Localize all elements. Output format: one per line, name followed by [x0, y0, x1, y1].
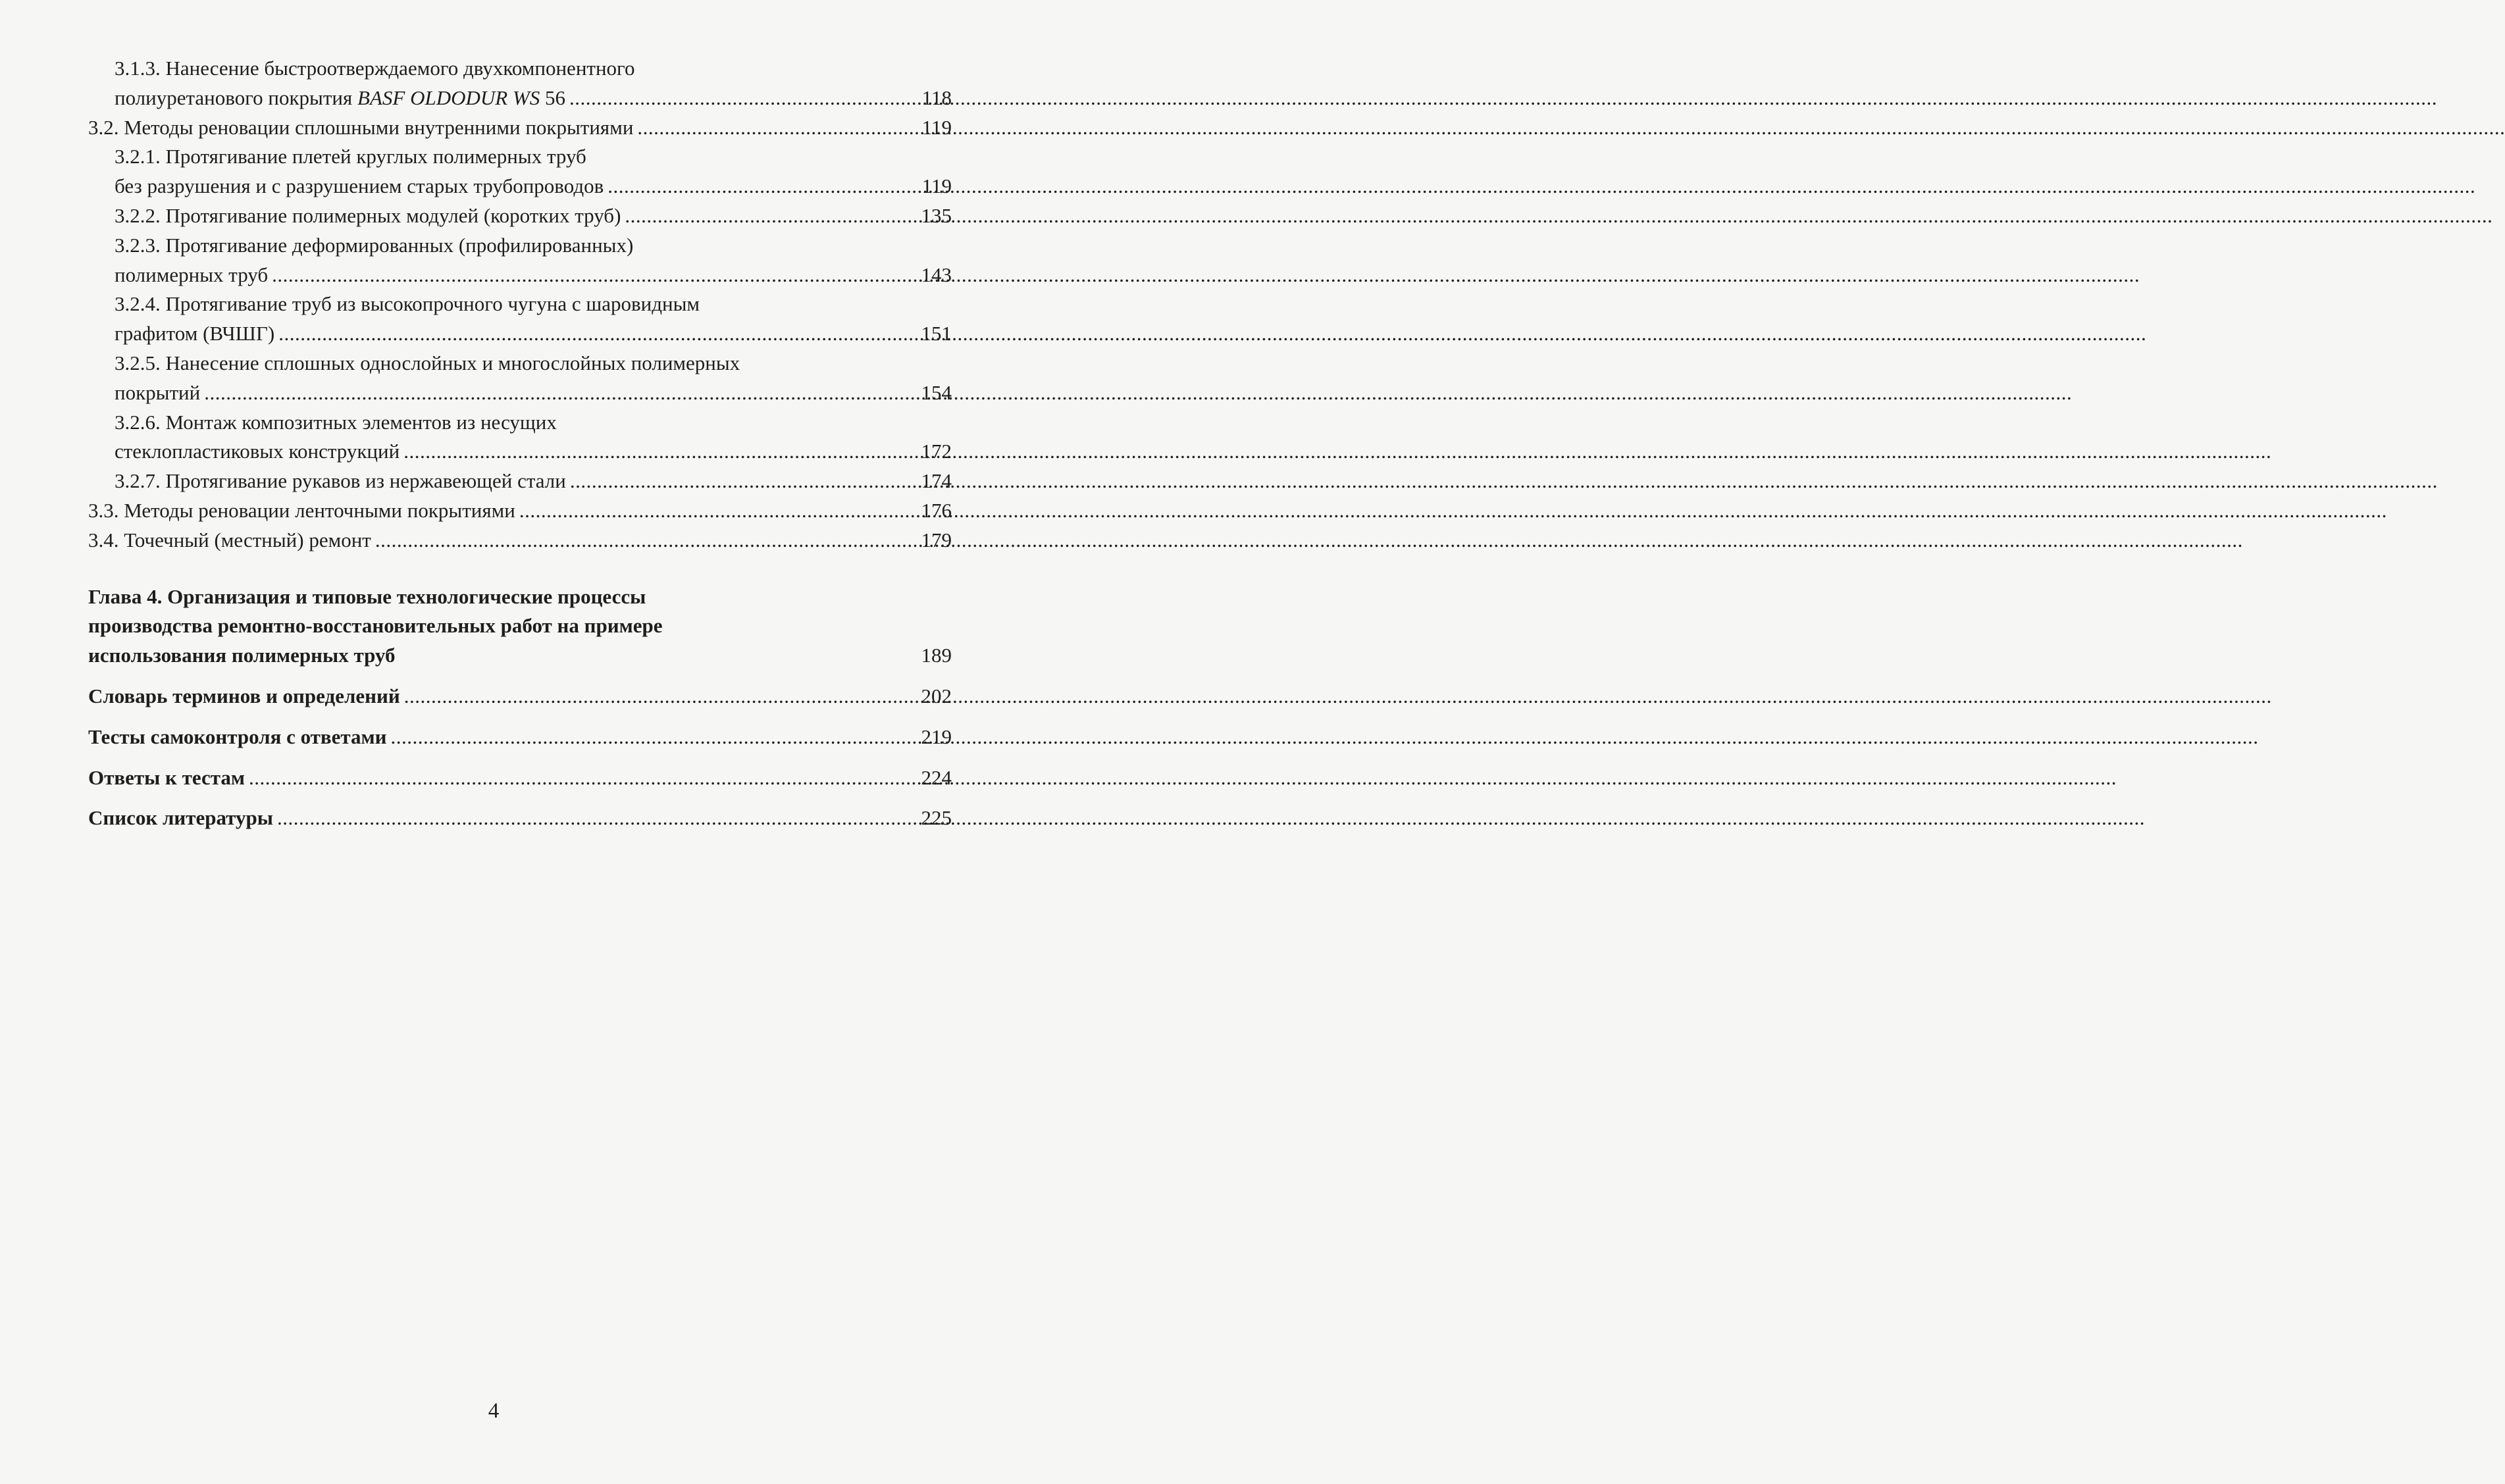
toc-entry-title: Тесты самоконтроля с ответами	[88, 725, 387, 748]
toc-entry-title-line: 3.2.1. Протягивание плетей круглых полимерных труб	[115, 145, 586, 168]
toc-entry-title: без разрушения и с разрушением старых трубопроводов	[115, 174, 604, 198]
toc-page-number: 119	[921, 115, 952, 139]
toc-entry-3-2	[88, 113, 952, 143]
toc-entry-references	[88, 804, 952, 833]
toc-entry-title-line: 3.2.6. Монтаж композитных элементов из несущих	[115, 410, 557, 434]
toc-entry-3-3	[88, 496, 952, 526]
toc-page-number: 118	[921, 86, 952, 109]
toc-entry-chapter-4	[88, 582, 952, 671]
spacer	[88, 671, 952, 682]
toc-entry-title-line: 3.2.4. Протягивание труб из высокопрочного чугуна с шаровидным	[115, 292, 700, 316]
dot-leader	[277, 804, 919, 833]
dot-leader	[570, 467, 919, 496]
toc-entry-3-1-3	[88, 54, 952, 113]
toc-entry-title-line: 3.2.5. Нанесение сплошных однослойных и многослойных полимерных	[115, 351, 740, 374]
dot-leader	[607, 172, 919, 201]
dot-leader	[403, 437, 918, 467]
spacer	[88, 752, 952, 763]
toc-entry-title-prefix: полиуретанового покрытия	[115, 86, 358, 109]
toc-entry-title: стеклопластиковых конструкций	[115, 440, 400, 463]
toc-entry-title-line: производства ремонтно-восстановительных работ на примере	[88, 614, 663, 638]
page-number: 4	[488, 1399, 500, 1423]
toc-entry-title: 3.2. Методы реновации сплошными внутренними покрытиями	[88, 115, 634, 139]
toc-entry-3-2-3	[88, 231, 952, 290]
toc-entry-title: Ответы к тестам	[88, 765, 245, 789]
toc-entry-title-suffix: 56	[540, 86, 566, 109]
dot-leader	[204, 378, 918, 408]
dot-leader	[519, 496, 919, 526]
toc-entry-title: полимерных труб	[115, 263, 269, 286]
spacer	[88, 555, 952, 582]
toc-entry-title: 3.4. Точечный (местный) ремонт	[88, 528, 371, 551]
toc-entry-title: Словарь терминов и определений	[88, 684, 400, 707]
toc-entry-title-line: Глава 4. Организация и типовые технологические процессы	[88, 584, 646, 608]
toc-entry-title: 3.2.7. Протягивание рукавов из нержавеющей стали	[115, 469, 566, 493]
toc-entry-title: покрытий	[115, 380, 201, 404]
toc-page-number: 174	[921, 469, 952, 493]
toc-entry-tests	[88, 723, 952, 752]
toc-page-number: 176	[921, 498, 952, 522]
toc-entry-title-italic: BASF OLDODUR WS	[357, 86, 540, 109]
toc-entry-3-2-5	[88, 349, 952, 408]
toc-page-number: 189	[921, 644, 952, 667]
toc-entry-title: графитом (ВЧШГ)	[115, 322, 275, 345]
toc-entry-3-2-2	[88, 201, 952, 231]
toc-entry-3-4	[88, 526, 952, 555]
toc-entry-3-2-7	[88, 467, 952, 496]
dot-leader	[249, 763, 919, 793]
toc-page-number: 219	[921, 725, 952, 748]
toc-entry-title: 3.2.2. Протягивание полимерных модулей (коротких труб)	[115, 203, 621, 227]
toc-entry-title-line: 3.2.3. Протягивание деформированных (профилированных)	[115, 233, 634, 257]
spacer	[88, 711, 952, 723]
toc-page-number: 202	[921, 684, 952, 707]
dot-leader	[569, 84, 919, 113]
toc-page-number: 224	[921, 765, 952, 789]
toc-page-number: 135	[921, 203, 952, 227]
toc-entry-3-2-1	[88, 142, 952, 201]
toc-entry-title: Список литературы	[88, 806, 273, 830]
toc-entry-3-2-6	[88, 408, 952, 467]
toc-page-number: 172	[921, 440, 952, 463]
toc-entry-title-line: 3.1.3. Нанесение быстроотверждаемого двухкомпонентного	[115, 57, 635, 80]
book-page	[0, 0, 987, 1484]
spacer	[88, 792, 952, 804]
toc-entry-glossary	[88, 682, 952, 711]
dot-leader	[278, 319, 918, 349]
toc-entry-title: 3.3. Методы реновации ленточными покрытиями	[88, 498, 515, 522]
dot-leader	[637, 113, 919, 143]
dot-leader	[272, 261, 918, 290]
table-of-contents	[88, 54, 952, 833]
toc-entry-title: использования полимерных труб	[88, 644, 396, 667]
dot-leader	[625, 201, 918, 231]
dot-leader	[391, 723, 919, 752]
toc-page-number: 225	[921, 806, 952, 830]
toc-page-number: 179	[921, 528, 952, 551]
toc-page-number: 119	[921, 174, 952, 198]
toc-entry-3-2-4	[88, 290, 952, 349]
toc-page-number: 154	[921, 380, 952, 404]
toc-page-number: 143	[921, 263, 952, 286]
toc-page-number: 151	[921, 322, 952, 345]
dot-leader	[404, 682, 919, 711]
toc-entry-answers	[88, 763, 952, 793]
dot-leader	[375, 526, 919, 555]
